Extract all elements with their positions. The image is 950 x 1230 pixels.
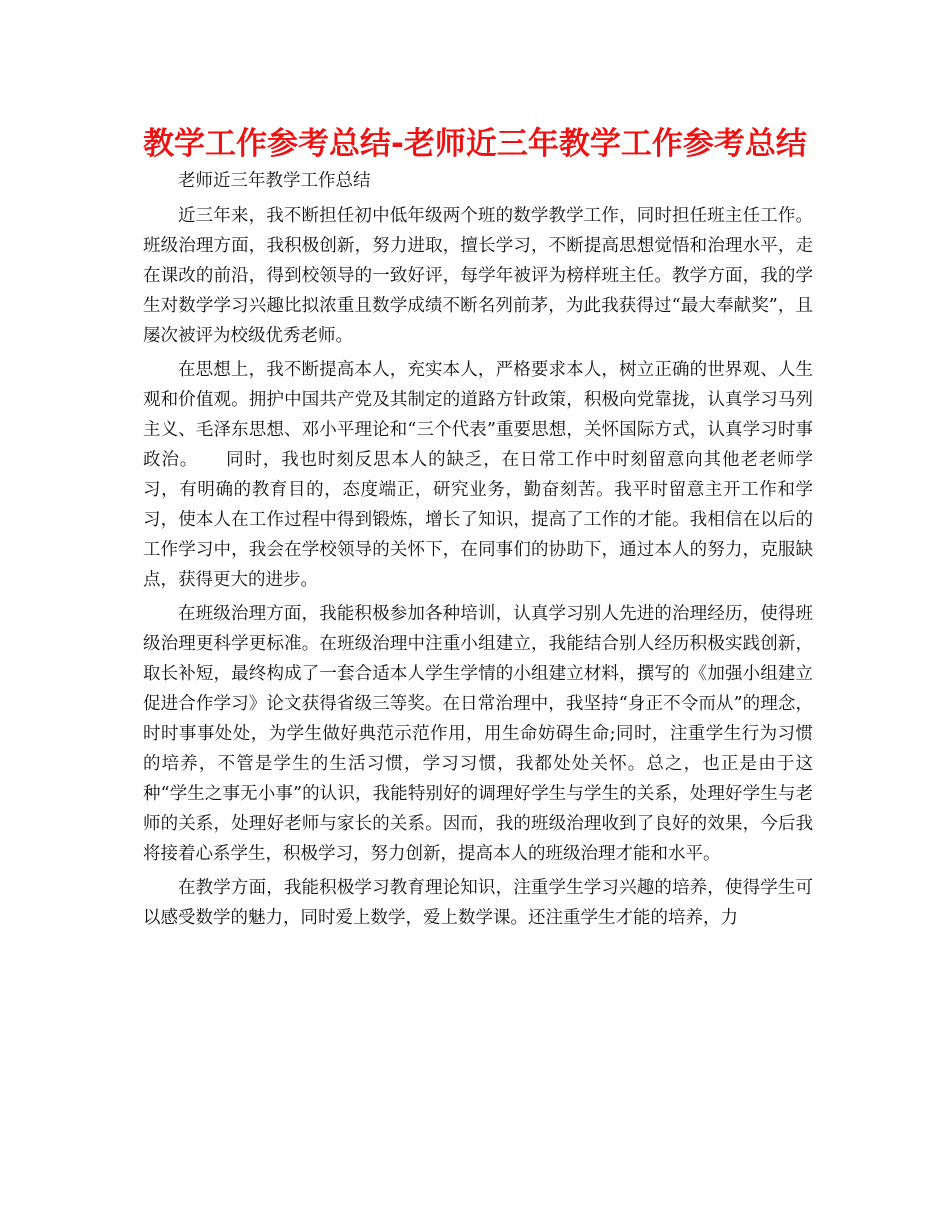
paragraph-4: 在教学方面，我能积极学习教育理论知识，注重学生学习兴趣的培养，使得学生可以感受数学的魅力，同时爱上数学，爱上数学课。还注重学生才能的培养，力: [143, 878, 813, 928]
document-subtitle: 老师近三年教学工作总结: [178, 171, 371, 191]
paragraph-2: 在思想上，我不断提高本人，充实本人，严格要求本人，树立正确的世界观、人生观和价值观。拥护中国共产党及其制定的道路方针政策，积极向党靠拢，认真学习马列主义、毛泽东思想、邓小平理论和“三个代表”重要思想，关怀国际方式，认真学习时事政治。 同时，我也时刻反思本人的缺乏，在日常工作中时刻留意向其他老老师学习，有明确的教育目的，态度端正，研究业务，勤奋刻苦。我平时留意主开工作和学习，使本人在工作过程中得到锻炼，增长了知识，提高了工作的才能。我相信在以后的工作学习中，我会在学校领导的关怀下，在同事们的协助下，通过本人的努力，克服缺点，获得更大的进步。: [143, 360, 813, 590]
paragraph-3: 在班级治理方面，我能积极参加各种培训，认真学习别人先进的治理经历，使得班级治理更科学更标准。在班级治理中注重小组建立，我能结合别人经历积极实践创新，取长补短，最终构成了一套合适本人学生学情的小组建立材料，撰写的《加强小组建立促进合作学习》论文获得省级三等奖。在日常治理中，我坚持“身正不令而从”的理念，时时事事处处，为学生做好典范示范作用，用生命妨碍生命;同时，注重学生行为习惯的培养，不管是学生的生活习惯，学习习惯，我都处处关怀。总之，也正是由于这种“学生之事无小事”的认识，我能特别好的调理好学生与学生的关系，处理好学生与老师的关系，处理好老师与家长的关系。因而，我的班级治理收到了良好的效果，今后我将接着心系学生，积极学习，努力创新，提高本人的班级治理才能和水平。: [143, 604, 813, 864]
paragraph-1: 近三年来，我不断担任初中低年级两个班的数学教学工作，同时担任班主任工作。班级治理方面，我积极创新，努力进取，擅长学习，不断提高思想觉悟和治理水平，走在课改的前沿，得到校领导的一致好评，每学年被评为榜样班主任。教学方面，我的学生对数学学习兴趣比拟浓重且数学成绩不断名列前茅，为此我获得过“最大奉献奖”，且屡次被评为校级优秀老师。: [143, 206, 813, 346]
document-title: 教学工作参考总结-老师近三年教学工作参考总结: [143, 126, 807, 162]
document-body: [143, 166, 813, 933]
